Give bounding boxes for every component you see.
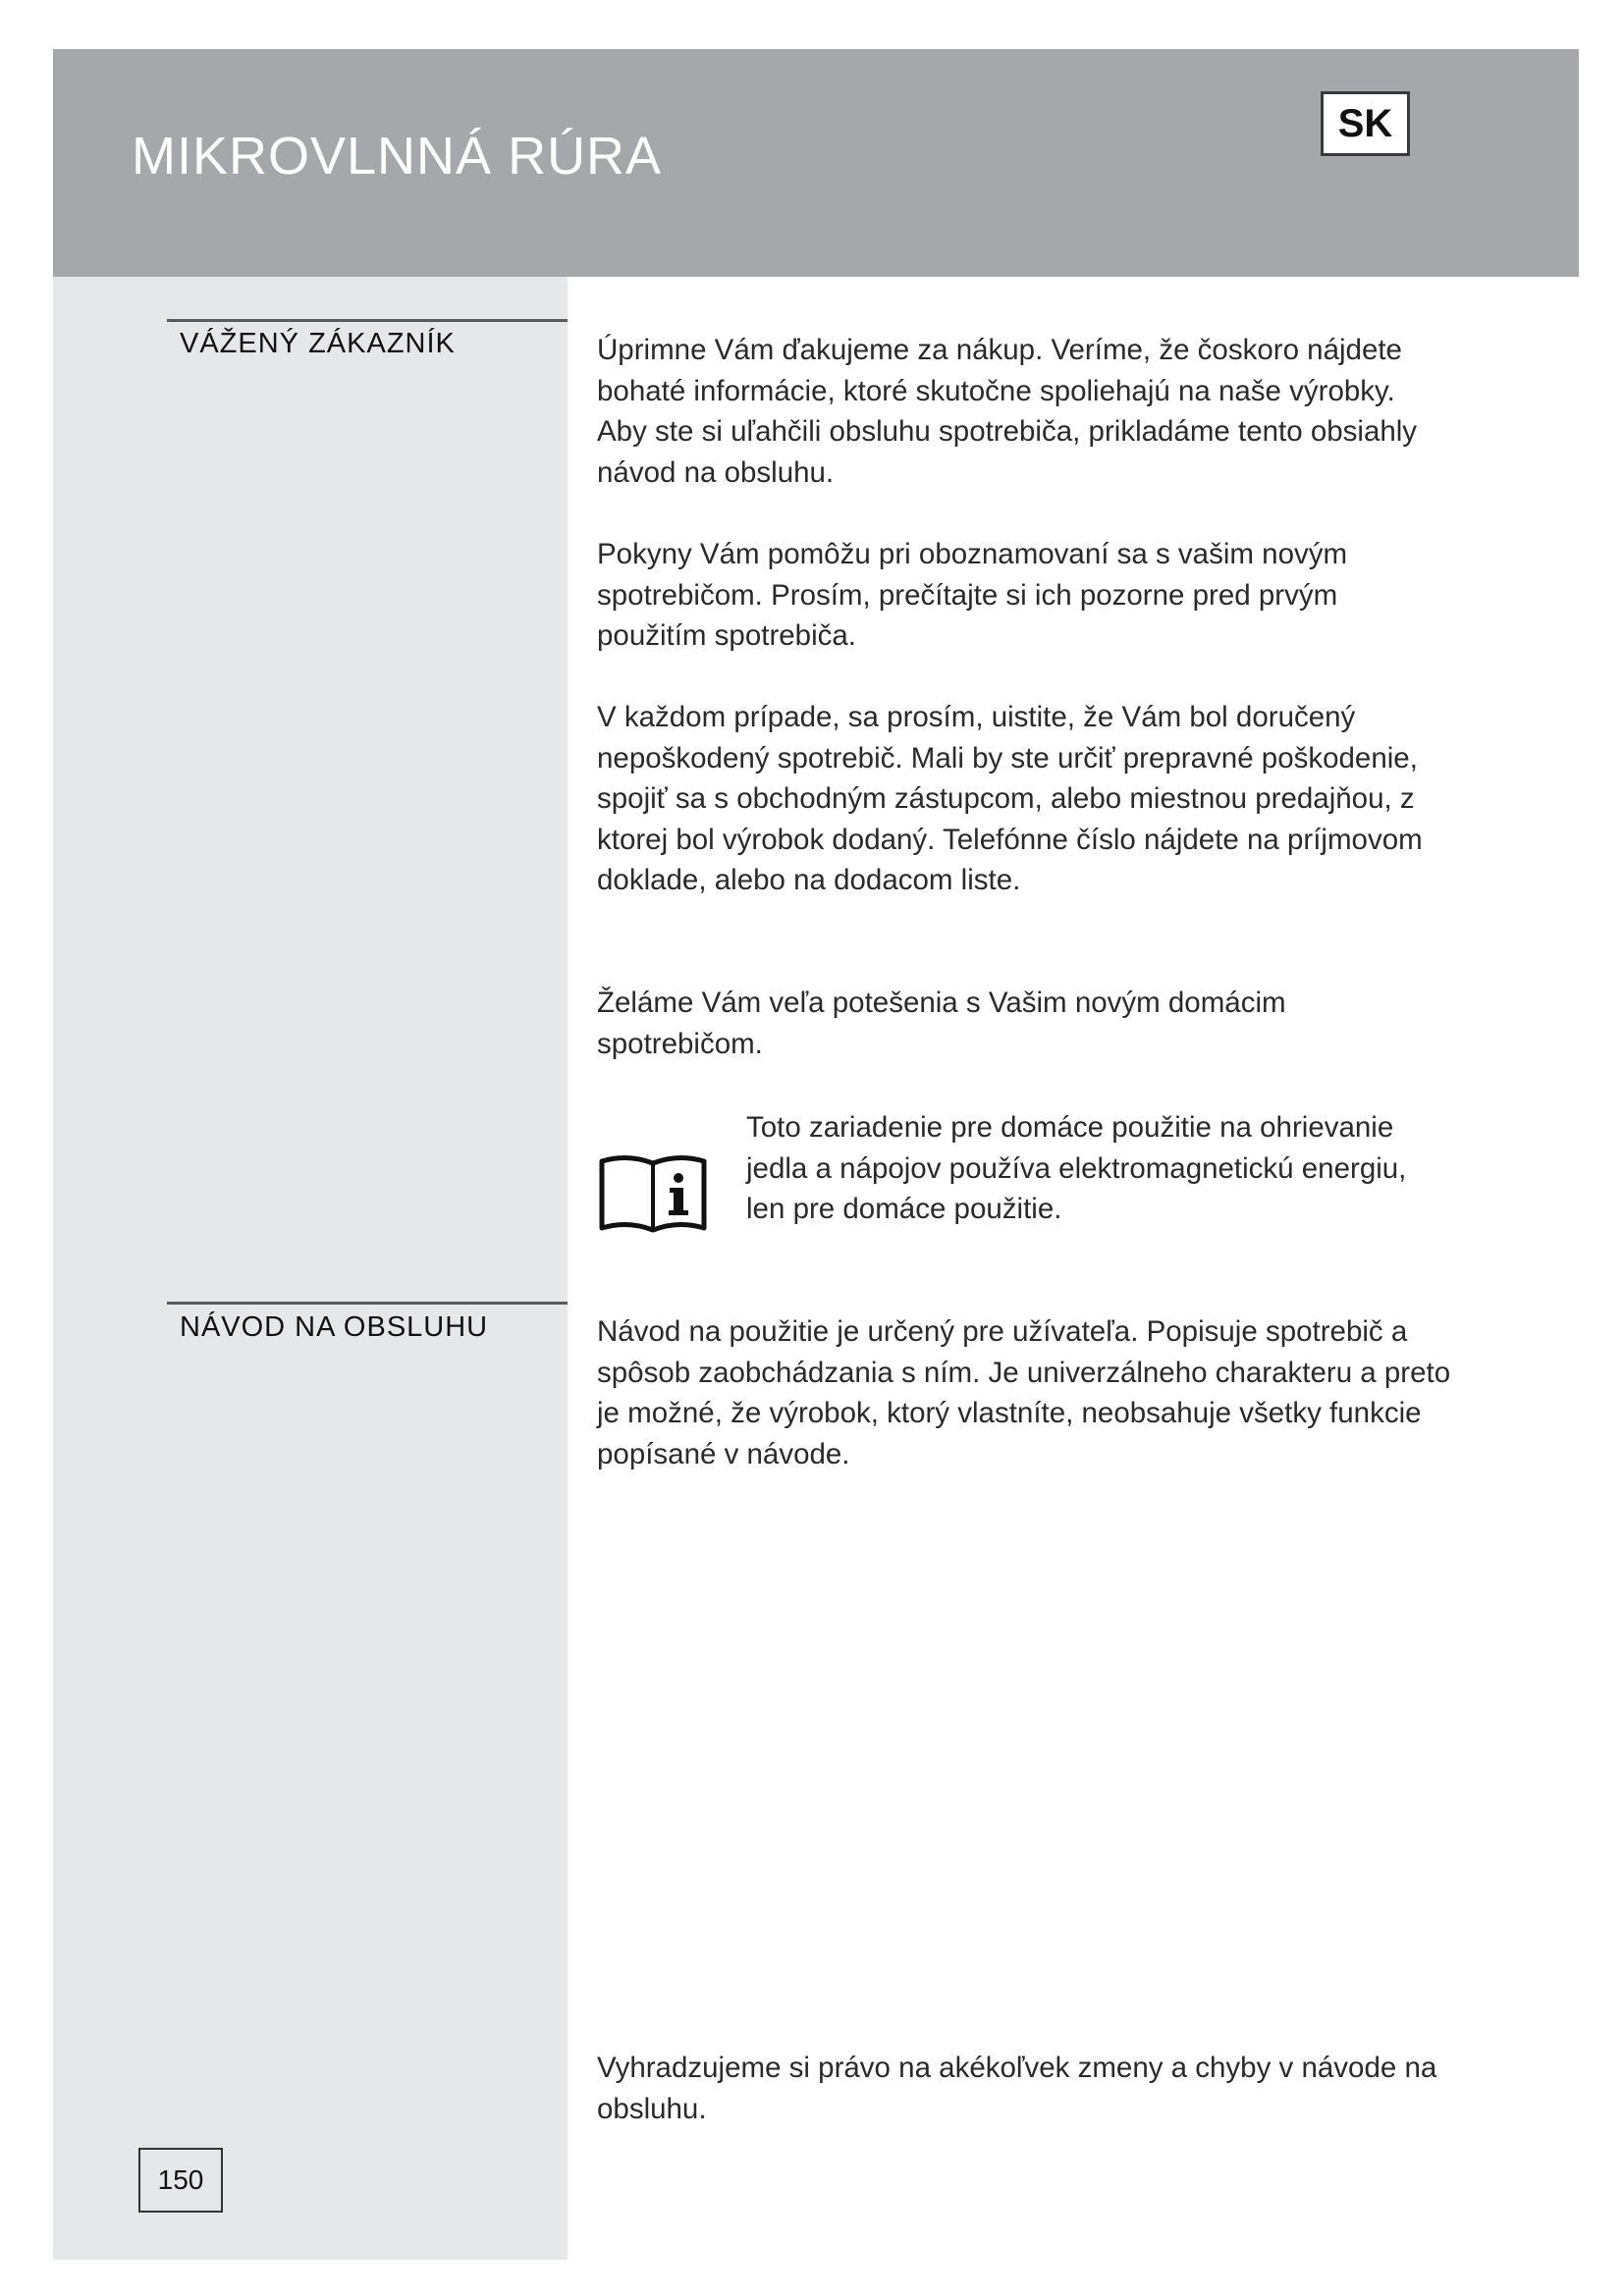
sidebar	[53, 277, 568, 2260]
language-badge: SK	[1321, 91, 1410, 156]
paragraph: Želáme Vám veľa potešenia s Vašim novým domácim spotrebičom.	[597, 987, 1286, 1060]
paragraph: Návod na použitie je určený pre užívateľa. Popisuje spotrebič a spôsob zaobchádzania s ním. Je univerzálneho charakteru a preto je možné, že výrobok, ktorý vlastníte, neobsahuje všetky funkcie popísané v návode.	[597, 1315, 1451, 1470]
info-note: Toto zariadenie pre domáce použitie na ohrievanie jedla a nápojov používa elektromagnetickú energiu, len pre domáce použitie.	[746, 1111, 1407, 1225]
section-divider	[167, 319, 568, 322]
paragraph: Úprimne Vám ďakujeme za nákup. Veríme, že čoskoro nájdete bohaté informácie, ktoré skutočne spoliehajú na naše výrobky. Aby ste si uľahčili obsluhu spotrebiča, prikladáme tento obsiahly návod na obsluhu.	[597, 334, 1418, 489]
paragraph: V každom prípade, sa prosím, uistite, že Vám bol doručený nepoškodený spotrebič. Mali by ste určiť prepravné poškodenie, spojiť sa s obchodným zástupcom, alebo miestnou predajňou, z ktorej bol výrobok dodaný. Telefónne číslo nájdete na príjmovom doklade, alebo na dodacom liste.	[597, 701, 1423, 896]
section-heading-user-manual: NÁVOD NA OBSLUHU	[180, 1311, 489, 1343]
paragraph: Pokyny Vám pomôžu pri oboznamovaní sa s vašim novým spotrebičom. Prosím, prečítajte si ich pozorne pred prvým použitím spotrebiča.	[597, 538, 1348, 652]
page-number: 150	[138, 2148, 223, 2213]
disclaimer: Vyhradzujeme si právo na akékoľvek zmeny a chyby v návode na obsluhu.	[597, 2052, 1437, 2125]
section-heading-dear-customer: VÁŽENÝ ZÁKAZNÍK	[180, 328, 456, 359]
section-divider	[167, 1302, 568, 1305]
open-book-info-icon	[598, 1151, 708, 1234]
page-title: MIKROVLNNÁ RÚRA	[132, 127, 663, 187]
